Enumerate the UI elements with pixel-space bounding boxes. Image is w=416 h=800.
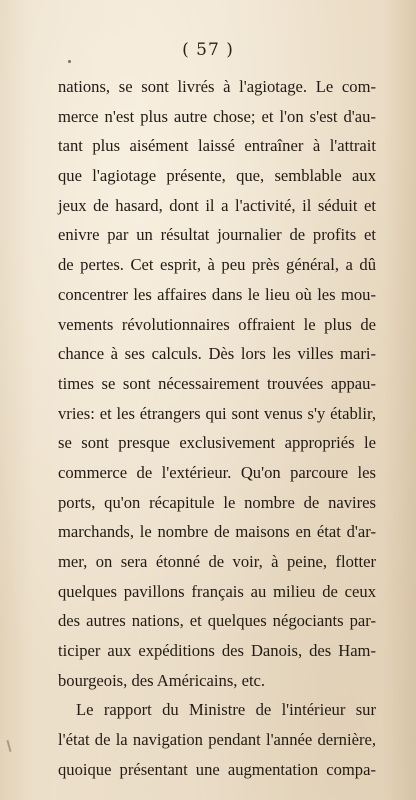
- text-line: l'état de la navigation pendant l'année dernière,: [58, 730, 376, 750]
- text-line: vries: et les étrangers qui sont venus s'y établir,: [58, 403, 376, 423]
- text-line: tant plus aisément laissé entraîner à l'attrait: [58, 136, 376, 156]
- text-line: enivre par un résultat journalier de profits et: [58, 225, 376, 245]
- text-line: de pertes. Cet esprit, à peu près général, a dû: [58, 255, 376, 275]
- text-line: des autres nations, et quelques négociants par-: [58, 611, 376, 631]
- text-line: nations, se sont livrés à l'agiotage. Le com-: [58, 77, 376, 96]
- text-line: commerce de l'extérieur. Qu'on parcoure les: [58, 462, 376, 482]
- ink-speck: [68, 60, 71, 63]
- text-line: Le rapport du Ministre de l'intérieur sur: [76, 700, 376, 720]
- text-line: mer, on sera étonné de voir, à peine, flotter: [58, 552, 376, 571]
- text-line: ports, qu'on récapitule le nombre de navires: [58, 492, 376, 512]
- text-line: quelques pavillons français au milieu de ceux: [58, 581, 376, 601]
- text-line: merce n'est plus autre chose; et l'on s'est d'au-: [58, 106, 376, 126]
- margin-mark: [6, 740, 11, 752]
- text-line: se sont presque exclusivement appropriés le: [58, 433, 376, 453]
- text-line: que l'agiotage présente, que, semblable aux: [58, 166, 376, 186]
- body-text: [58, 72, 376, 785]
- text-line: marchands, le nombre de maisons en état d'ar-: [58, 522, 376, 542]
- page-number: ( 57 ): [182, 40, 234, 60]
- text-line: times se sont nécessairement trouvées appau-: [58, 373, 376, 393]
- text-line: quoique présentant une augmentation compa-: [58, 759, 376, 779]
- text-line: concentrer les affaires dans le lieu où les mou-: [58, 284, 376, 304]
- text-line: vements révolutionnaires offraient le plus de: [58, 314, 376, 334]
- text-line: bourgeois, des Américains, etc.: [58, 670, 266, 690]
- text-line: ticiper aux expéditions des Danois, des Ham-: [58, 641, 376, 661]
- text-line: chance à ses calculs. Dès lors les villes mari-: [58, 344, 376, 364]
- text-line: jeux de hasard, dont il a l'activité, il séduit et: [58, 195, 376, 215]
